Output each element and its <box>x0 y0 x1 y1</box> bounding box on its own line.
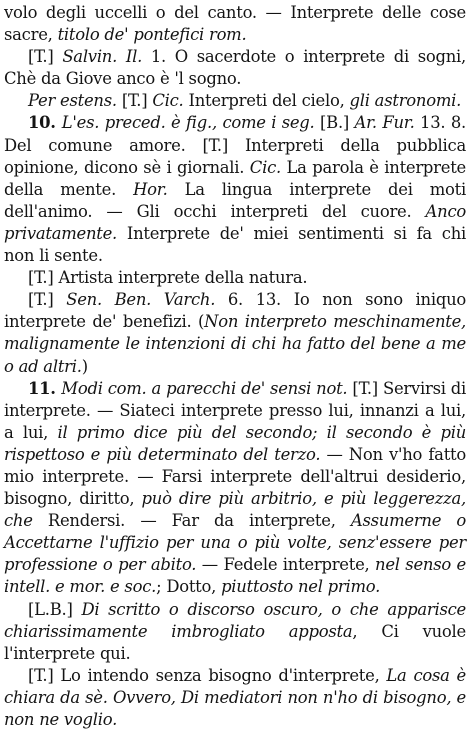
text-run: La parola è interprete della mente. <box>4 157 466 199</box>
paragraph <box>4 665 466 731</box>
text-run: [T.] Lo intendo senza bisogno d'interprete, <box>28 665 387 685</box>
paragraph <box>4 599 466 665</box>
text-run: — Non v'ho fatto mio interprete. — Farsi interprete dell'altrui desiderio, bisogno, diritto, <box>4 444 466 509</box>
text-run: [T.] Servirsi di interprete. — Siateci interprete presso lui, innanzi a lui, a lui, <box>4 378 466 442</box>
italic-text: Assumerne o Accettarne l'uffizio per una o più volte, senz'essere per professione o per abito. <box>4 511 466 575</box>
section-number: 11. <box>28 378 62 398</box>
dictionary-page <box>4 2 466 731</box>
text-run: Interpreti del cielo, <box>183 91 350 111</box>
italic-text: Per estens. <box>28 91 117 111</box>
italic-text: Hor. <box>133 179 168 199</box>
paragraph <box>4 378 466 599</box>
text-run: [L.B.] <box>28 599 82 619</box>
italic-text: piuttosto nel primo. <box>221 577 381 597</box>
paragraph <box>4 289 466 377</box>
paragraph <box>4 267 466 289</box>
italic-text: titolo de' pontefici rom. <box>57 25 247 45</box>
italic-text: La cosa è chiara da sè. Ovvero, Di mediatori non n'ho di bisogno, e non ne voglio. <box>4 665 466 729</box>
paragraph <box>4 46 466 90</box>
italic-text: Di scritto o discorso oscuro, o che apparisce chiarissimamente imbrogliato apposta <box>4 599 466 641</box>
italic-text: Cic. <box>249 157 281 177</box>
italic-text: nel senso e intell. e mor. e soc. <box>4 555 466 597</box>
italic-text: Cic. <box>152 91 184 111</box>
text-run: La lingua interprete dei moti dell'animo. — Gli occhi interpreti del cuore. <box>4 179 466 221</box>
text-run: [B.] <box>314 113 355 133</box>
text-run: [T.] <box>116 91 153 111</box>
text-run: ; Dotto, <box>156 577 222 597</box>
paragraph <box>4 112 466 267</box>
text-run: Interprete de' miei sentimenti si fa chi non li sente. <box>4 223 466 266</box>
text-run: , Ci vuole l'interprete qui. <box>4 621 466 663</box>
italic-text: gli astronomi. <box>349 91 462 111</box>
text-run: [T.] <box>28 47 63 67</box>
text-run: 13. 8. Del comune amore. [T.] Interpreti della pubblica opinione, dicono sè i giornali. <box>4 113 466 177</box>
paragraph <box>4 90 466 112</box>
text-run: — Fedele interprete, <box>196 555 376 575</box>
text-run: 6. 13. Io non sono iniquo interprete de' benefizi. ( <box>4 290 467 332</box>
italic-text: Sen. Ben. Varch. <box>66 290 216 310</box>
italic-text: Ar. Fur. <box>354 113 415 133</box>
text-run: Rendersi. — Far da interprete, <box>32 511 351 531</box>
paragraph <box>4 2 466 46</box>
italic-text: Salvin. Il. <box>62 47 143 67</box>
italic-text: Modi com. a parecchi de' sensi not. <box>61 378 348 398</box>
text-run: [T.] <box>28 290 67 310</box>
section-number: 10. <box>28 113 62 133</box>
italic-text: può dire più arbitrio, e più leggerezza, che <box>4 489 467 531</box>
text-run: ) <box>81 356 88 376</box>
text-run: volo degli uccelli o del canto. — Interprete delle cose sacre, <box>4 3 466 45</box>
italic-text: il primo dice più del secondo; il secondo è più rispettoso e più determinato del terzo. <box>4 422 466 464</box>
text-run: 1. O sacerdote o interprete di sogni, Chè da Giove anco è 'l sogno. <box>4 47 467 89</box>
italic-text: L'es. preced. è fig., come i seg. <box>61 113 315 133</box>
italic-text: Non interpreto meschinamente, malignamente le intenzioni di chi ha fatto del bene a me o ad altri. <box>4 312 467 376</box>
italic-text: Anco privatamente. <box>4 201 466 243</box>
text-run: [T.] Artista interprete della natura. <box>28 268 308 288</box>
